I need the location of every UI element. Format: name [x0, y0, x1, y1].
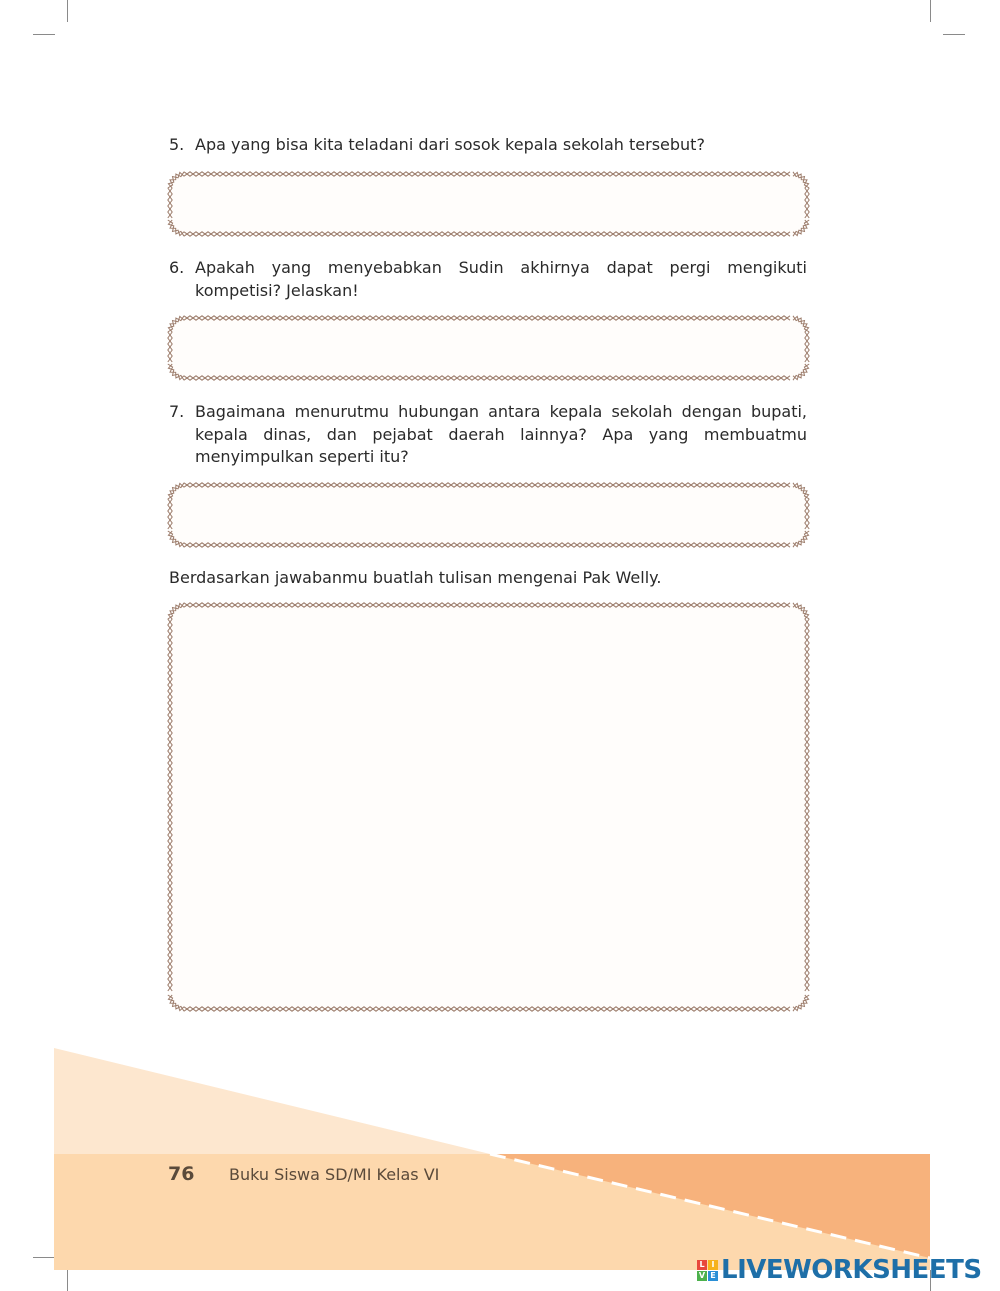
logo-letter-grid	[697, 1260, 718, 1281]
logo-letter: E	[708, 1271, 718, 1281]
book-title: Buku Siswa SD/MI Kelas VI	[229, 1165, 440, 1184]
question-number: 5.	[169, 135, 185, 154]
question-number: 7.	[169, 402, 185, 421]
essay-instruction: Berdasarkan jawabanmu buatlah tulisan mengenai Pak Welly.	[169, 568, 662, 587]
question-text: Apakah yang menyebabkan Sudin akhirnya dapat pergi mengikuti kompetisi? Jelaskan!	[195, 258, 807, 300]
band-pale-wedge	[54, 1048, 490, 1154]
logo-letter: I	[708, 1260, 718, 1270]
question-text: Bagaimana menurutmu hubungan antara kepala sekolah dengan bupati, kepala dinas, dan pejabat daerah lainnya? Apa yang membuatmu menyimpulkan seperti itu?	[195, 402, 807, 466]
logo-letter: V	[698, 1271, 706, 1280]
liveworksheets-logo	[697, 1254, 982, 1286]
logo-letter: L	[697, 1260, 707, 1270]
page-number: 76	[168, 1163, 195, 1185]
logo-text: LIVEWORKSHEETS	[721, 1255, 982, 1285]
question-text: Apa yang bisa kita teladani dari sosok kepala sekolah tersebut?	[195, 135, 705, 154]
question-number: 6.	[169, 258, 185, 277]
